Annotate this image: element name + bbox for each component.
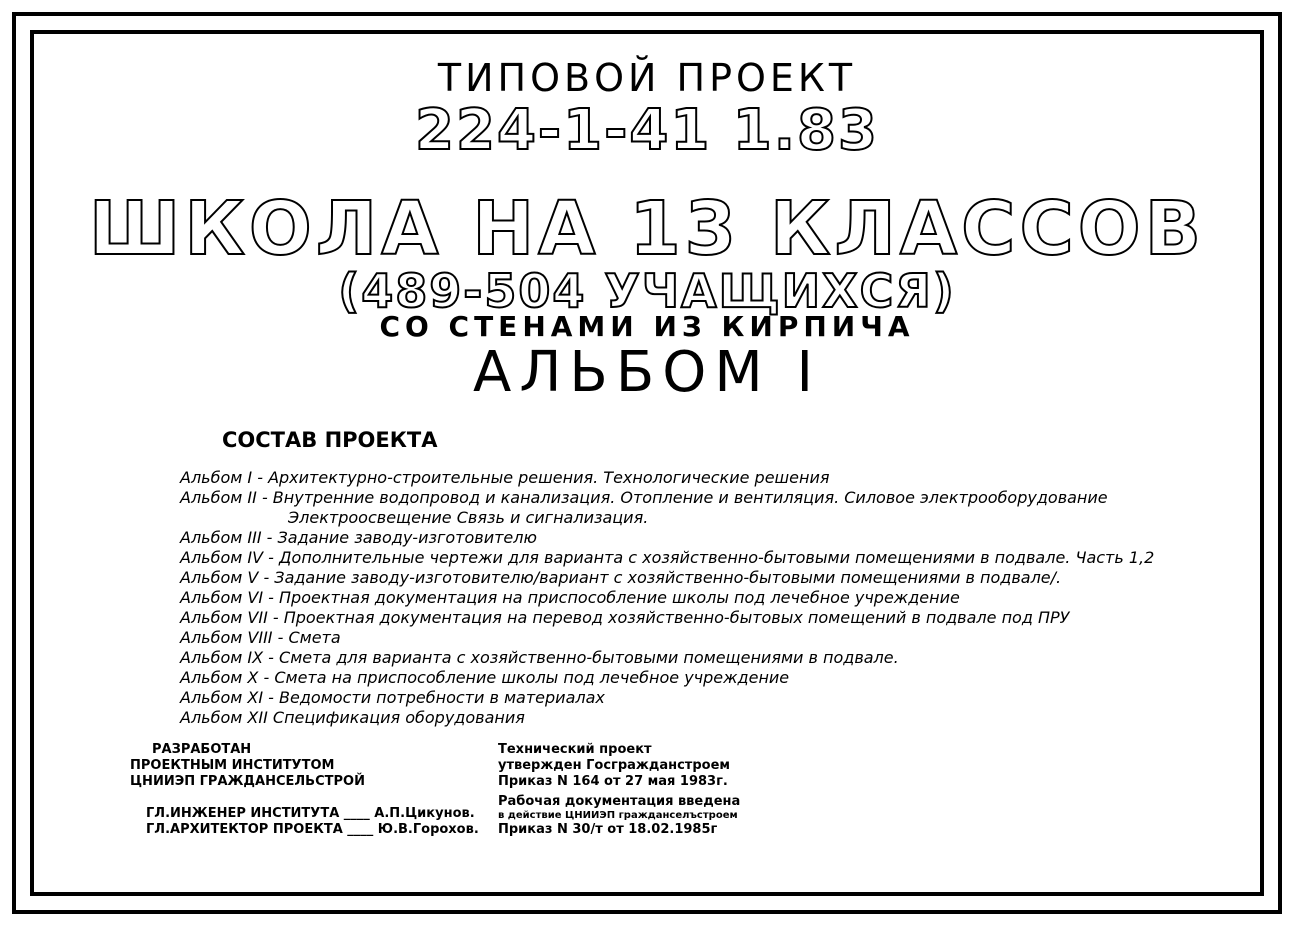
approval-block	[498, 742, 740, 838]
project-capacity: (489-504 УЧАЩИХСЯ)	[338, 264, 956, 318]
developer-line: РАЗРАБОТАН	[152, 742, 252, 757]
list-item: Альбом VI - Проектная документация на приспособление школы под лечебное учреждение	[180, 588, 960, 607]
chief-architect-signature: ГЛ.АРХИТЕКТОР ПРОЕКТА ____ Ю.В.Горохов.	[146, 822, 479, 837]
signature-block	[146, 806, 479, 838]
developer-line: ЦНИИЭП ГРАЖДАНСЕЛЬСТРОЙ	[130, 774, 365, 789]
approval-line: в действие ЦНИИЭП гражданселъстроем	[498, 810, 738, 821]
contents-heading: СОСТАВ ПРОЕКТА	[222, 428, 438, 452]
approval-line: Рабочая документация введена	[498, 794, 741, 809]
approval-line: Технический проект	[498, 742, 652, 757]
list-item: Альбом III - Задание заводу-изготовителю	[180, 528, 537, 547]
list-item: Альбом VIII - Смета	[180, 628, 341, 647]
approval-line: Приказ N 30/т от 18.02.1985г	[498, 822, 718, 837]
project-title: ШКОЛА НА 13 КЛАССОВ	[88, 186, 1206, 272]
project-code: 224-1-41 1.83	[415, 98, 879, 163]
contents-list	[180, 468, 1260, 728]
list-item: Альбом VII - Проектная документация на перевод хозяйственно-бытовых помещений в подвале под ПРУ	[180, 608, 1070, 627]
list-item: Альбом I - Архитектурно-строительные решения. Технологические решения	[180, 468, 830, 487]
list-item: Альбом XI - Ведомости потребности в материалах	[180, 688, 605, 707]
approval-line: утвержден Госгражданстроем	[498, 758, 731, 773]
approval-line: Приказ N 164 от 27 мая 1983г.	[498, 774, 728, 789]
list-item: Альбом V - Задание заводу-изготовителю/вариант с хозяйственно-бытовыми помещениями в подвале/.	[180, 568, 1062, 587]
list-item: Альбом IV - Дополнительные чертежи для варианта с хозяйственно-бытовыми помещениями в подвале. Часть 1,2	[180, 548, 1155, 567]
project-series: ТИПОВОЙ ПРОЕКТ	[437, 56, 857, 100]
chief-engineer-signature: ГЛ.ИНЖЕНЕР ИНСТИТУТА ____ А.П.Цикунов.	[146, 806, 475, 821]
project-walls: СО СТЕНАМИ ИЗ КИРПИЧА	[379, 310, 915, 343]
developer-line: ПРОЕКТНЫМ ИНСТИТУТОМ	[130, 758, 335, 773]
list-item: Альбом II - Внутренние водопровод и канализация. Отопление и вентиляция. Силовое электрооборудование	[180, 488, 1108, 507]
list-item: Электроосвещение Связь и сигнализация.	[288, 508, 649, 527]
developer-block	[130, 742, 365, 790]
list-item: Альбом X - Смета на приспособление школы под лечебное учреждение	[180, 668, 790, 687]
list-item: Альбом XII Спецификация оборудования	[180, 708, 525, 727]
album-label: АЛЬБОМ I	[473, 340, 821, 405]
list-item: Альбом IX - Смета для варианта с хозяйственно-бытовыми помещениями в подвале.	[180, 648, 899, 667]
